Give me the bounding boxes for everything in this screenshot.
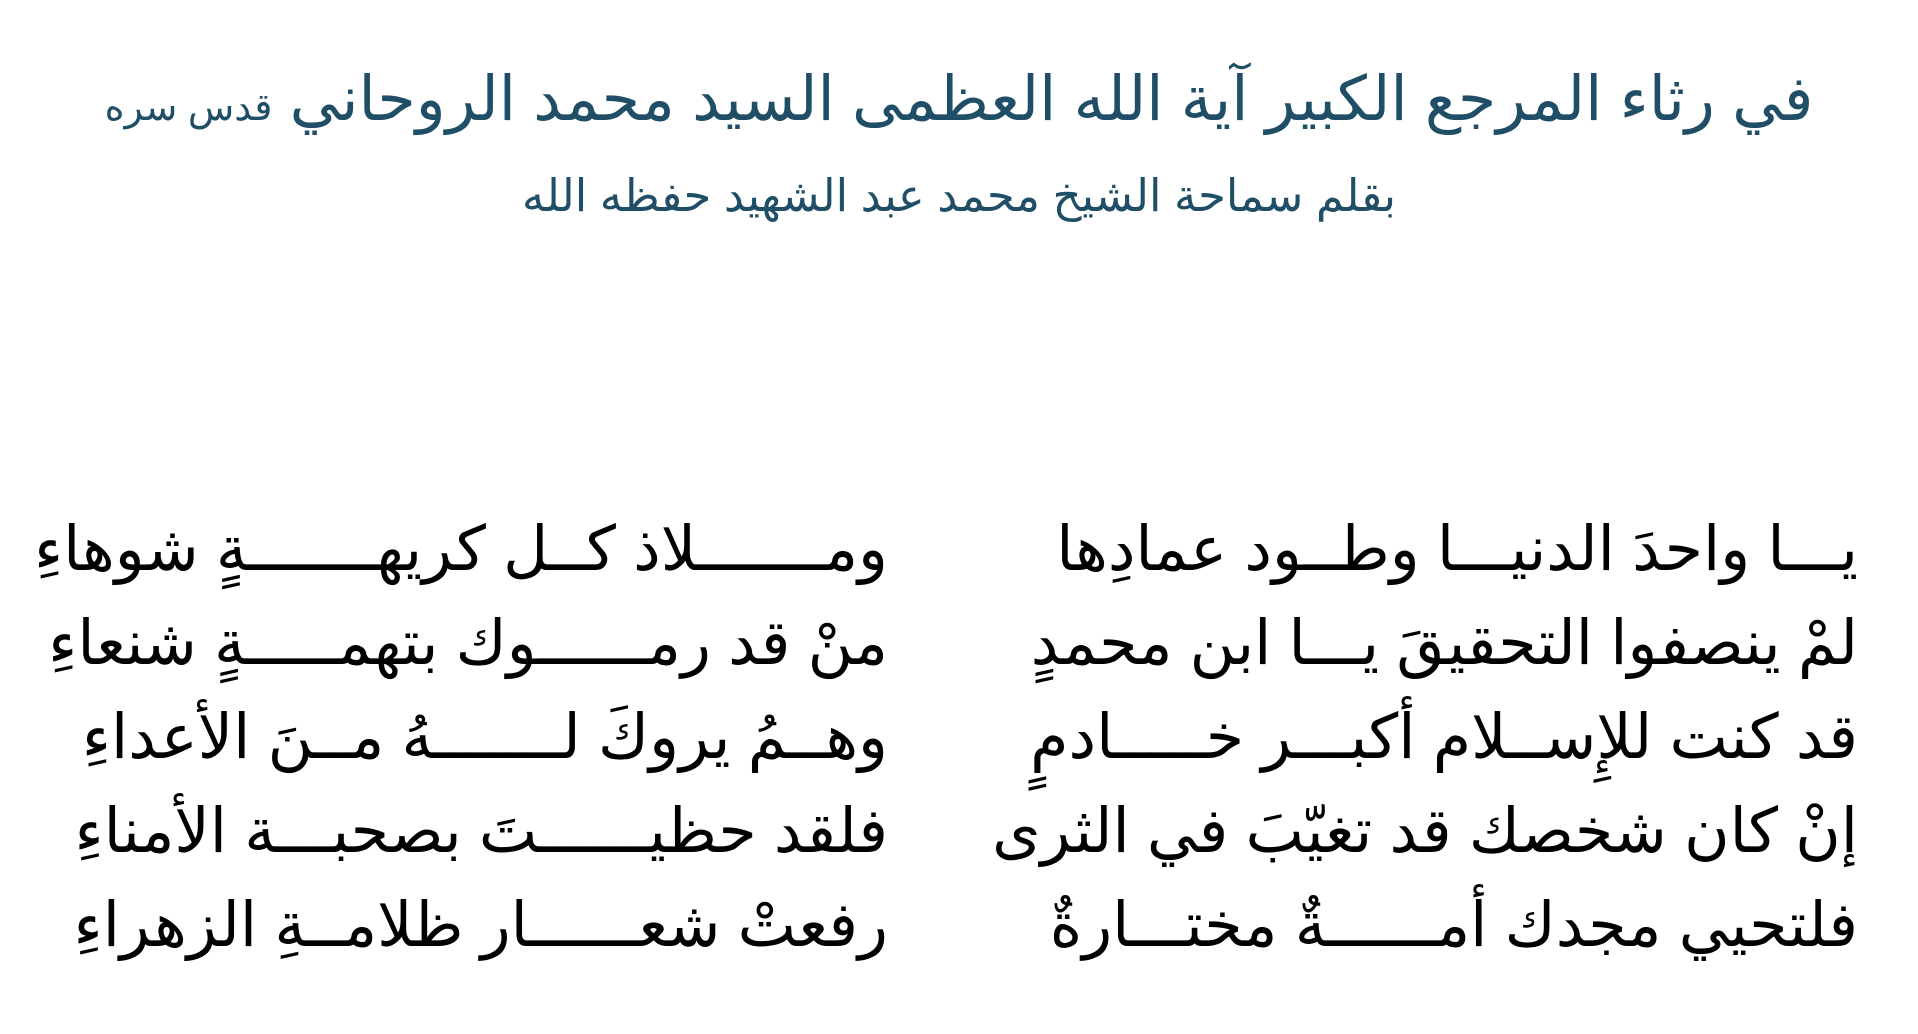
first-hemistich: فلتحيي مجدك أمــــــةٌ مختـــارةٌ [1049,891,1858,960]
second-hemistich: فلقد حظيــــــتَ بصحبـــة الأمناءِ [74,797,888,866]
poem-verse [0,698,1918,792]
first-hemistich: يـــا واحدَ الدنيـــا وطــود عمادِها [1056,515,1858,584]
poem-verse [0,792,1918,886]
first-hemistich: لمْ ينصفوا التحقيقَ يـــا ابن محمدٍ [1030,609,1858,678]
page-title [0,60,1918,148]
second-hemistich: رفعتْ شعــــــار ظلامــةِ الزهراءِ [73,891,888,960]
author-line: بقلم سماحة الشيخ محمد عبد الشهيد حفظه الله [521,170,1396,221]
first-hemistich: قد كنت للإِســلام أكبـــر خـــــادمٍ [1030,703,1858,772]
second-hemistich: منْ قد رمــــــوك بتهمـــــةٍ شنعاءِ [48,609,888,678]
second-hemistich: ومـــــــلاذ كــل كريهـــــــةٍ شوهاءِ [33,515,888,584]
document-header [0,60,1918,226]
poem-verse [0,510,1918,604]
title-suffix: قدس سره [104,87,273,129]
poem-verse [0,886,1918,980]
title-main: في رثاء المرجع الكبير آية الله العظمى السيد محمد الروحاني [289,65,1814,134]
poem [0,510,1918,980]
second-hemistich: وهــمُ يروكَ لـــــــهُ مــنَ الأعداءِ [81,703,888,772]
poem-verse [0,604,1918,698]
first-hemistich: إنْ كان شخصك قد تغيّبَ في الثرى [992,797,1858,866]
